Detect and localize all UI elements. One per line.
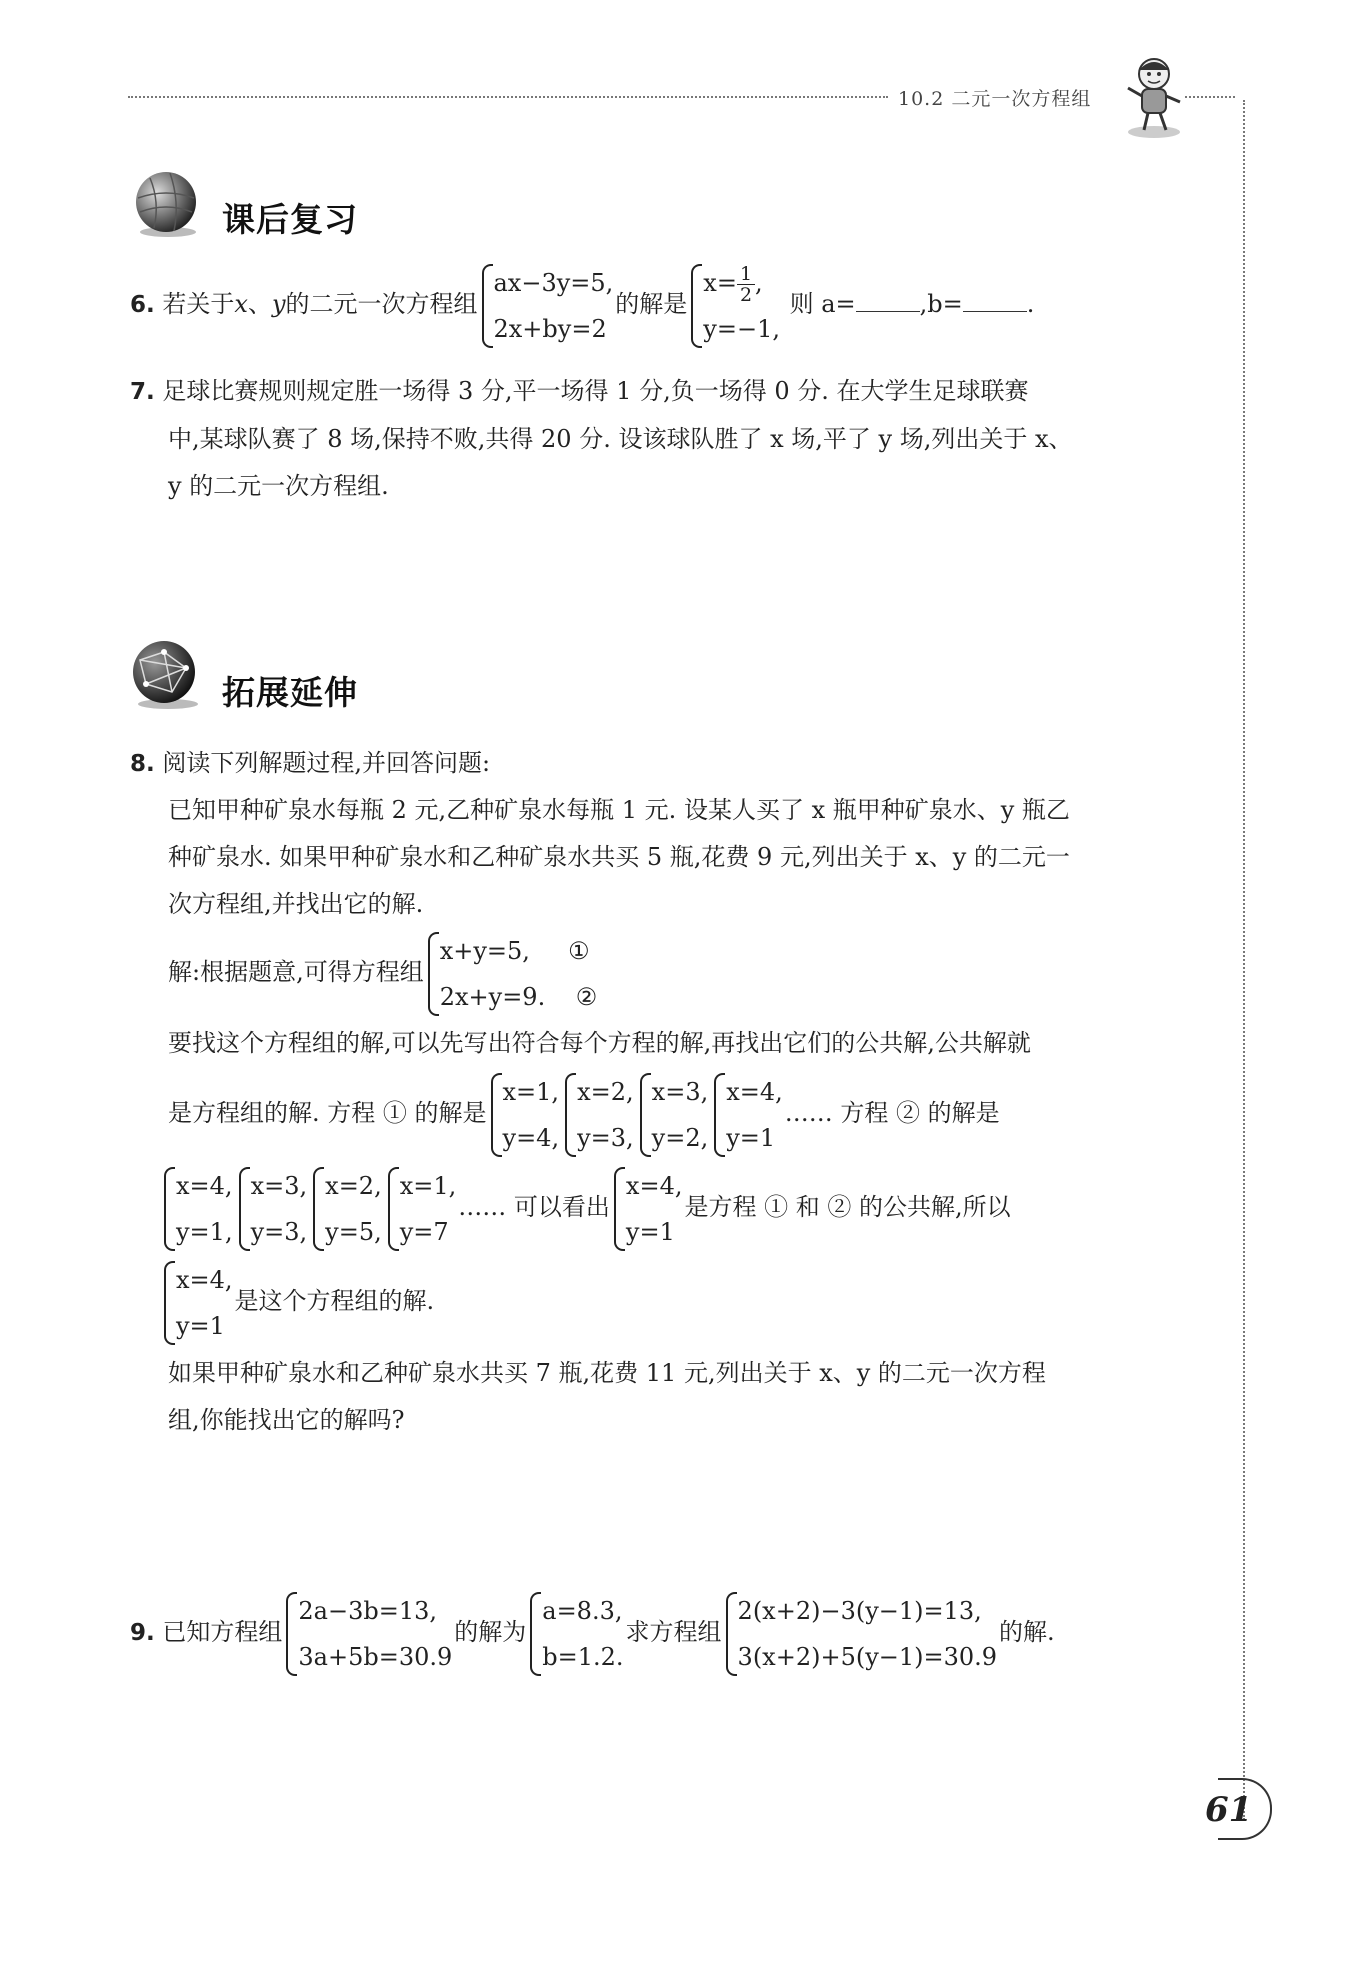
question-number: 9. — [130, 1620, 155, 1646]
section-title-review: 课后复习 — [222, 200, 358, 239]
mascot-icon — [1118, 52, 1190, 142]
header-section-title: 10.2 二元一次方程组 — [898, 88, 1092, 110]
solution-pair: x=1, y=7 — [386, 1163, 457, 1255]
final-solution: x=4, y=1 是这个方程组的解. — [160, 1254, 1175, 1349]
solution-pair: x=4, y=1, — [162, 1163, 233, 1255]
solution-pair: x=3, y=3, — [237, 1163, 308, 1255]
solution-pair: x=3, y=2, — [638, 1069, 709, 1161]
common-solution: x=4, y=1 — [612, 1163, 683, 1255]
equation-1-solutions: 是方程组的解. 方程 ① 的解是 x=1, y=4, x=2, y=3, x=3, y=2, x=4, y=1 …… 方程 ② 的解是 — [168, 1066, 1183, 1161]
solution-lead: 解:根据题意,可得方程组 x+y=5, ① 2x+y=9. ② — [168, 925, 1183, 1020]
equation-2-solutions: x=4, y=1, x=3, y=3, x=2, y=5, x=1, y=7 …… 可以看出 x=4, y=1 是方程 ① 和 ② 的公共解,所以 — [160, 1160, 1175, 1255]
header-rule — [128, 96, 888, 98]
solution-system: x= $\frac{1}{2}$ , y=−1, — [689, 260, 780, 352]
side-rule — [1243, 100, 1245, 1820]
question-8-body: 已知甲种矿泉水每瓶 2 元,乙种矿泉水每瓶 1 元. 设某人买了 x 瓶甲种矿泉水、y 瓶乙 种矿泉水. 如果甲种矿泉水和乙种矿泉水共买 5 瓶,花费 9 元,列出关于 x、y 的二元一 次方程组,并找出它的解. — [168, 796, 1070, 918]
page-number: 61 — [1205, 1790, 1253, 1830]
question-number: 6. — [130, 292, 155, 318]
solution-system: a=8.3, b=1.2. — [528, 1588, 623, 1680]
question-number: 7. — [130, 379, 155, 405]
question-7: 7. 足球比赛规则规定胜一场得 3 分,平一场得 1 分,负一场得 0 分. 在大学生足球联赛 中,某球队赛了 8 场,保持不败,共得 20 分. 设该球队胜了 x 场,平了 y 场,列出关于 x、 y 的二元一次方程组. — [130, 377, 1073, 500]
network-globe-icon — [128, 638, 202, 712]
question-8-task: 如果甲种矿泉水和乙种矿泉水共买 7 瓶,花费 11 元,列出关于 x、y 的二元一次方程 组,你能找出它的解吗? — [168, 1359, 1046, 1434]
equation-system: x+y=5, ① 2x+y=9. ② — [426, 928, 598, 1020]
question-number: 8. — [130, 751, 155, 777]
answer-blank-b[interactable] — [963, 291, 1027, 312]
solution-pair: x=2, y=3, — [563, 1069, 634, 1161]
solution-paragraph: 要找这个方程组的解,可以先写出符合每个方程的解,再找出它们的公共解,公共解就 — [168, 1029, 1031, 1057]
header-rule-right — [1185, 96, 1235, 98]
equation-system: 2(x+2)−3(y−1)=13, 3(x+2)+5(y−1)=30.9 — [724, 1588, 998, 1680]
globe-icon — [130, 168, 202, 240]
solution-pair: x=4, y=1 — [712, 1069, 783, 1161]
question-6: 6. 若关于x、y的二元一次方程组 ax−3y=5, 2x+by=2 的解是 x= $\frac{1}{2}$ , y=−1, 则 a= ,b= . — [130, 255, 1175, 354]
question-9: 9. 已知方程组 2a−3b=13, 3a+5b=30.9 的解为 a=8.3, b=1.2. 求方程组 2(x+2)−3(y−1)=13, 3(x+2)+5(y−1)=30.9 的解. — [130, 1585, 1175, 1680]
fraction: $\frac{1}{2}$ — [737, 264, 755, 305]
question-8-intro: 8. 阅读下列解题过程,并回答问题: — [130, 749, 491, 777]
answer-blank-a[interactable] — [856, 291, 920, 312]
section-title-extend: 拓展延伸 — [222, 673, 358, 712]
equation-system: ax−3y=5, 2x+by=2 — [480, 260, 614, 352]
equation-system: 2a−3b=13, 3a+5b=30.9 — [284, 1588, 452, 1680]
solution-system: x=4, y=1 — [162, 1257, 233, 1349]
solution-pair: x=1, y=4, — [489, 1069, 560, 1161]
solution-pair: x=2, y=5, — [311, 1163, 382, 1255]
